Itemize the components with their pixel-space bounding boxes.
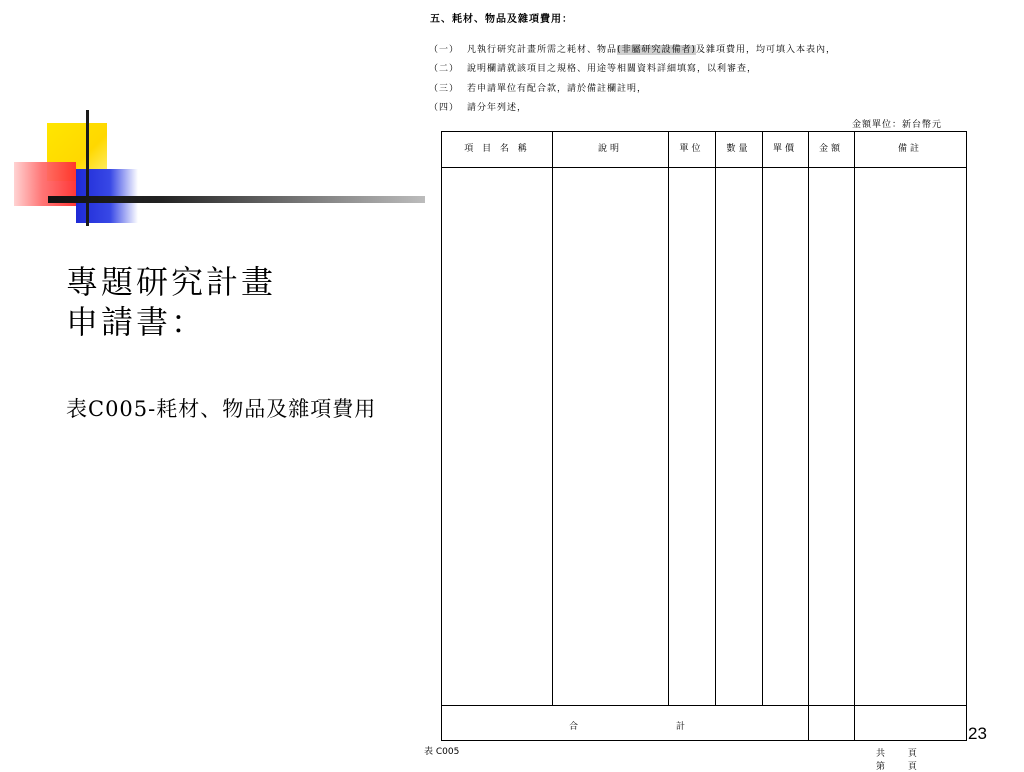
page-number: 23 — [968, 724, 987, 743]
slide-subtitle: 表C005-耗材、物品及雜項費用 — [66, 397, 377, 421]
form-code: 表 C005 — [424, 747, 460, 757]
header-unit: 單位 — [679, 144, 704, 154]
column-divider — [762, 132, 763, 705]
header-description: 說明 — [597, 144, 622, 154]
form-document — [424, 0, 956, 772]
column-divider — [552, 132, 553, 705]
instruction-1: （一） 凡執行研究計畫所需之耗材、物品(非屬研究設備者)及雜項費用，均可填入本表內， — [429, 45, 837, 55]
slide-title-line1: 專題研究計畫 — [66, 263, 277, 301]
total-label-right: 計 — [676, 722, 686, 732]
header-amount: 金額 — [818, 144, 843, 154]
column-divider — [808, 132, 809, 740]
column-divider — [715, 132, 716, 705]
header-remarks: 備註 — [897, 144, 922, 154]
currency-note: 金額單位：新台幣元 — [851, 120, 942, 130]
instruction-4: （四） 請分年列述， — [429, 103, 528, 113]
instruction-2: （二） 說明欄請就該項目之規格、用途等相關資料詳細填寫，以利審查， — [429, 64, 758, 74]
column-divider — [668, 132, 669, 705]
instruction-3: （三） 若申請單位有配合款，請於備註欄註明， — [429, 84, 648, 94]
form-heading: 五、耗材、物品及雜項費用： — [430, 14, 573, 25]
table-header-row — [442, 132, 966, 168]
header-quantity: 數量 — [726, 144, 751, 154]
expense-table — [441, 131, 967, 741]
decor-vertical-line — [86, 110, 89, 226]
total-label-left: 合 — [569, 722, 579, 732]
page-count: 共 頁 第 頁 — [876, 749, 927, 772]
slide-title-line2: 申請書： — [66, 303, 207, 341]
column-divider — [854, 132, 855, 740]
total-row — [442, 705, 966, 742]
header-item-name: 項 目 名 稱 — [464, 144, 530, 154]
slide-title — [66, 262, 276, 342]
decor-horizontal-line — [48, 196, 425, 203]
header-unit-price: 單價 — [772, 144, 797, 154]
